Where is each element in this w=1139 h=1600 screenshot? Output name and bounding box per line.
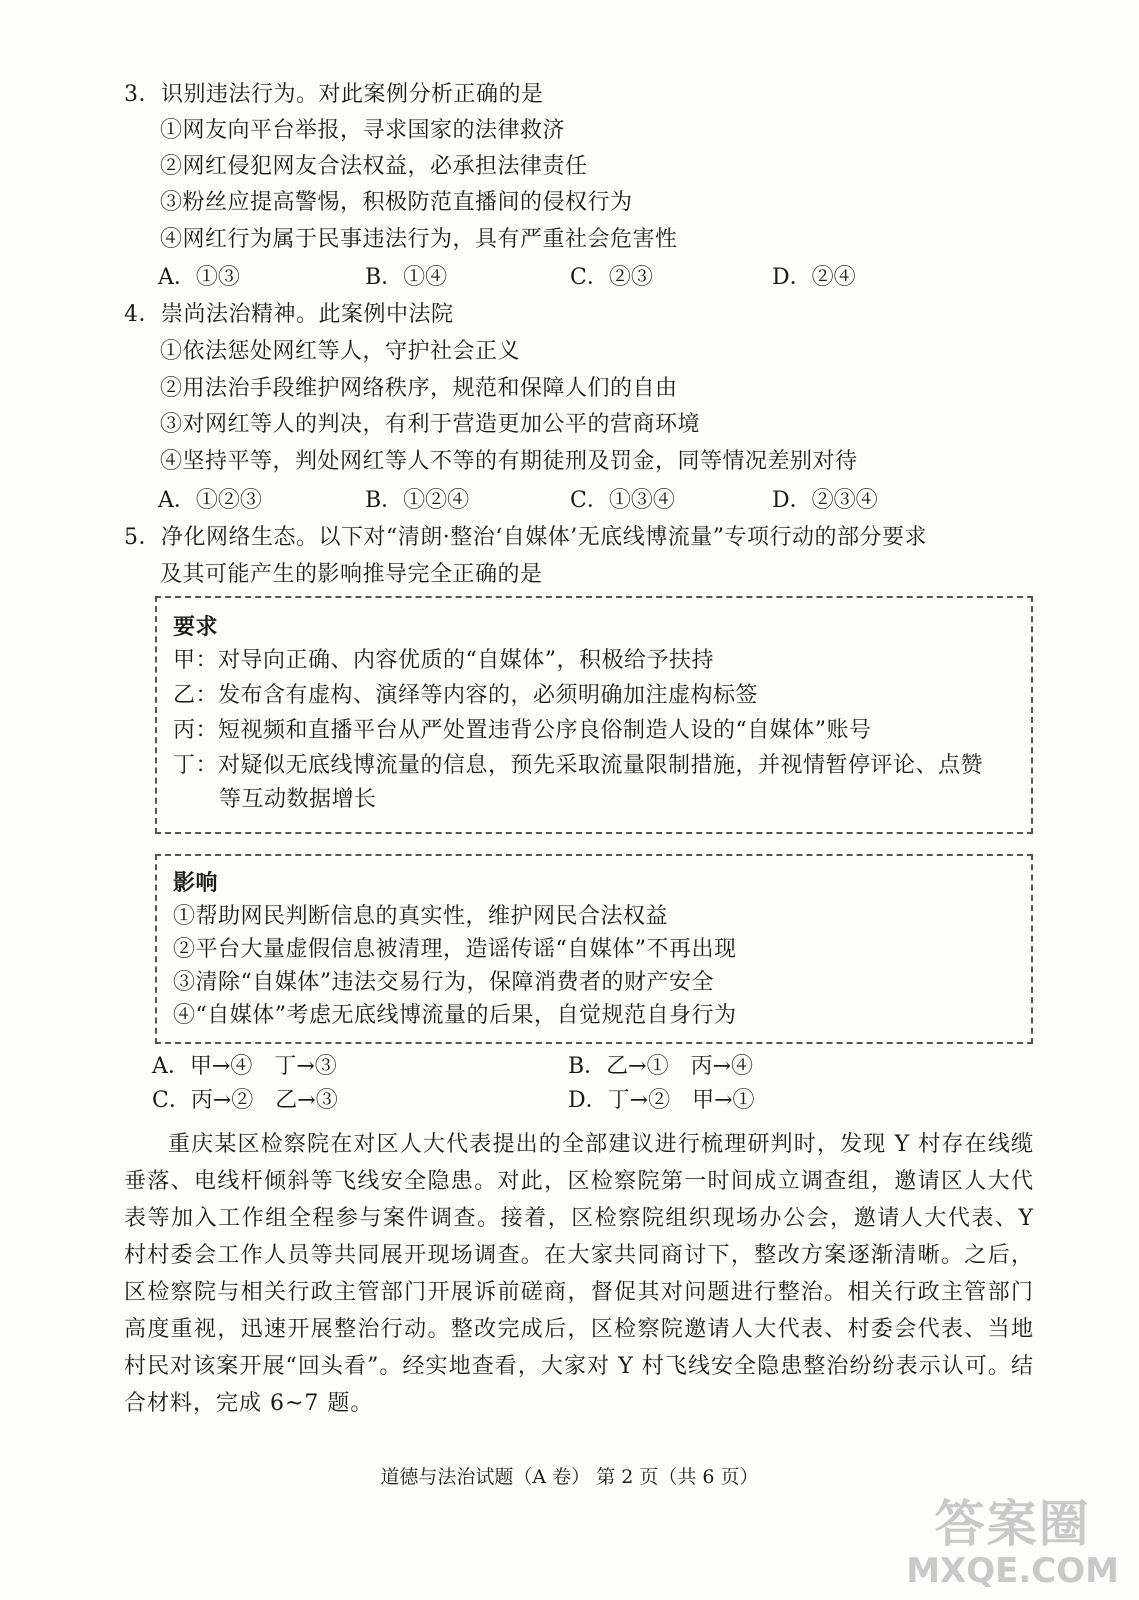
q3-statement-4: ④网红行为属于民事违法行为，具有严重社会危害性: [160, 227, 678, 252]
q5-option-c: C．丙→② 乙→③: [152, 1088, 338, 1113]
impact-1: ①帮助网民判断信息的真实性，维护网民合法权益: [173, 904, 669, 929]
q4-statement-2: ②用法治手段维护网络秩序，规范和保障人们的自由: [160, 376, 678, 401]
watermark-url: MXQE.COM: [906, 1551, 1119, 1591]
q5-option-d: D．丁→② 甲→①: [568, 1088, 755, 1113]
q4-statement-4: ④坚持平等，判处网红等人不等的有期徒刑及罚金，同等情况差别对待: [160, 449, 858, 474]
q4-option-a: A．①②③: [158, 488, 262, 513]
requirements-box: [155, 596, 1033, 834]
impact-4: ④“自媒体”考虑无底线博流量的后果，自觉规范自身行为: [173, 1003, 737, 1028]
requirement-bing: 丙：短视频和直播平台从严处置违背公序良俗制造人设的“自媒体”账号: [173, 718, 872, 743]
q4-option-d: D．②③④: [772, 488, 878, 513]
q4-statement-3: ③对网红等人的判决，有利于营造更加公平的营商环境: [160, 412, 701, 437]
q3-statement-3: ③粉丝应提高警惕，积极防范直播间的侵权行为: [160, 190, 633, 215]
requirement-jia: 甲：对导向正确、内容优质的“自媒体”，积极给予扶持: [173, 648, 714, 673]
watermark-logo: [906, 1496, 1119, 1590]
q3-option-a: A．①③: [158, 265, 240, 290]
q3-statement-1: ①网友向平台举报，寻求国家的法律救济: [160, 118, 566, 143]
q3-stem: 3．识别违法行为。对此案例分析正确的是: [124, 82, 544, 107]
impact-3: ③清除“自媒体”违法交易行为，保障消费者的财产安全: [173, 970, 714, 995]
impact-2: ②平台大量虚假信息被清理，造谣传谣“自媒体”不再出现: [173, 937, 737, 962]
q3-statement-2: ②网红侵犯网友合法权益，必承担法律责任: [160, 154, 588, 179]
impacts-box: [155, 854, 1033, 1044]
impacts-title: 影响: [173, 870, 219, 896]
q3-option-d: D．②④: [772, 265, 856, 290]
q5-stem-line-2: 及其可能产生的影响推导完全正确的是: [160, 562, 543, 587]
q3-option-b: B．①④: [365, 265, 448, 290]
q5-stem-line-1: 5．净化网络生态。以下对“清朗·整治‘自媒体’无底线博流量”专项行动的部分要求: [124, 525, 927, 550]
q5-option-b: B．乙→① 丙→④: [568, 1054, 754, 1079]
watermark-text: 答案圈: [934, 1495, 1091, 1553]
requirements-title: 要求: [173, 614, 219, 640]
q5-option-a: A．甲→④ 丁→③: [152, 1054, 337, 1079]
requirement-yi: 乙：发布含有虚构、演绎等内容的，必须明确加注虚构标签: [173, 683, 759, 708]
case-passage: 重庆某区检察院在对区人大代表提出的全部建议进行梳理研判时，发现 Y 村存在线缆垂落、电线杆倾斜等飞线安全隐患。对此，区检察院第一时间成立调查组，邀请区人大代表等加入工作组全程参与案件调查。接着，区检察院组织现场办公会，邀请人大代表、Y 村村委会工作人员等共同展开现场调查。在大家共同商讨下，整改方案逐渐清晰。之后，区检察院与相关行政主管部门开展诉前磋商，督促其对问题进行整治。相关行政主管部门高度重视，迅速开展整治行动。整改完成后，区检察院邀请人大代表、村委会代表、当地村民对该案开展“回头看”。经实地查看，大家对 Y 村飞线安全隐患整治纷纷表示认可。结合材料，完成 6~7 题。: [124, 1132, 1034, 1416]
q4-option-b: B．①②④: [365, 488, 470, 513]
q3-option-c: C．②③: [570, 265, 653, 290]
q4-statement-1: ①依法惩处网红等人，守护社会正义: [160, 339, 521, 364]
q4-stem: 4．崇尚法治精神。此案例中法院: [124, 302, 454, 327]
requirement-ding: 丁：对疑似无底线博流量的信息，预先采取流量限制措施，并视情暂停评论、点赞: [173, 753, 984, 778]
page-footer: 道德与法治试题（A 卷） 第 2 页（共 6 页）: [380, 1466, 759, 1488]
requirement-ding-continued: 等互动数据增长: [219, 787, 377, 812]
q4-option-c: C．①③④: [570, 488, 675, 513]
